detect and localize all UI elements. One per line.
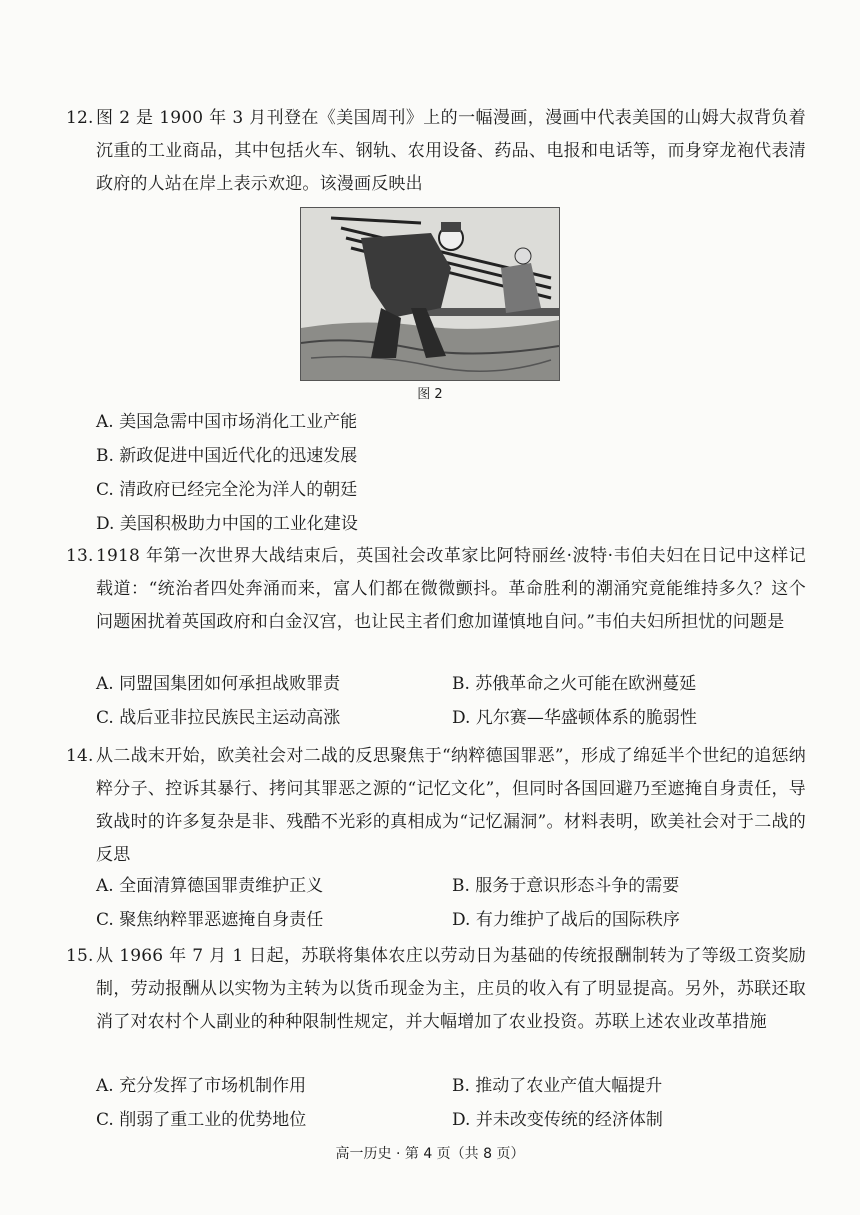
options-q14: [66, 870, 806, 940]
figure-caption: 图 2: [417, 387, 443, 402]
option-b[interactable]: B. 苏俄革命之火可能在欧洲蔓延: [452, 674, 697, 694]
option-a[interactable]: A. 美国急需中国市场消化工业产能: [96, 412, 358, 432]
options-q12: [66, 406, 806, 546]
question-number: 15.: [66, 946, 94, 966]
option-b[interactable]: B. 新政促进中国近代化的迅速发展: [96, 446, 358, 466]
option-c[interactable]: C. 聚焦纳粹罪恶遮掩自身责任: [96, 910, 324, 930]
option-c[interactable]: C. 战后亚非拉民族民主运动高涨: [96, 708, 341, 728]
options-q15: [66, 1070, 806, 1140]
option-a[interactable]: A. 全面清算德国罪责维护正义: [96, 876, 324, 896]
question-number: 12.: [66, 108, 94, 128]
cartoon-image: [300, 207, 560, 381]
cartoon-illustration: [301, 208, 559, 380]
question-number: 14.: [66, 746, 94, 766]
option-c[interactable]: C. 削弱了重工业的优势地位: [96, 1110, 307, 1130]
question-13: [66, 540, 806, 639]
question-15: [66, 940, 806, 1039]
question-stem: 图 2 是 1900 年 3 月刊登在《美国周刊》上的一幅漫画，漫画中代表美国的山姆大叔背负着沉重的工业商品，其中包括火车、钢轨、农用设备、药品、电报和电话等，而身穿龙袍代表清政府的人站在岸上表示欢迎。该漫画反映出: [96, 108, 806, 194]
question-stem: 1918 年第一次世界大战结束后，英国社会改革家比阿特丽丝·波特·韦伯夫妇在日记中这样记载道：“统治者四处奔涌而来，富人们都在微微颤抖。革命胜利的潮涌究竟能维持多久？这个问题困扰着英国政府和白金汉宫，也让民主者们愈加谨慎地自问。”韦伯夫妇所担忧的问题是: [96, 546, 806, 632]
option-b[interactable]: B. 服务于意识形态斗争的需要: [452, 876, 680, 896]
question-12: [66, 102, 806, 201]
option-a[interactable]: A. 同盟国集团如何承担战败罪责: [96, 674, 341, 694]
option-b[interactable]: B. 推动了农业产值大幅提升: [452, 1076, 663, 1096]
option-c[interactable]: C. 清政府已经完全沦为洋人的朝廷: [96, 480, 358, 500]
option-d[interactable]: D. 并未改变传统的经济体制: [452, 1110, 663, 1130]
question-stem: 从 1966 年 7 月 1 日起，苏联将集体农庄以劳动日为基础的传统报酬制转为了等级工资奖励制，劳动报酬从以实物为主转为以货币现金为主，庄员的收入有了明显提高。另外，苏联还取消了对农村个人副业的种种限制性规定，并大幅增加了农业投资。苏联上述农业改革措施: [96, 946, 806, 1032]
option-d[interactable]: D. 有力维护了战后的国际秩序: [452, 910, 680, 930]
options-q13: [66, 668, 806, 738]
question-number: 13.: [66, 546, 94, 566]
question-stem: 从二战末开始，欧美社会对二战的反思聚焦于“纳粹德国罪恶”，形成了绵延半个世纪的追惩纳粹分子、控诉其暴行、拷问其罪恶之源的“记忆文化”，但同时各国回避乃至遮掩自身责任，导致战时的许多复杂是非、残酷不光彩的真相成为“记忆漏洞”。材料表明，欧美社会对于二战的反思: [96, 746, 806, 865]
page-footer: 高一历史 · 第 4 页（共 8 页）: [335, 1146, 525, 1162]
option-d[interactable]: D. 凡尔赛—华盛顿体系的脆弱性: [452, 708, 697, 728]
option-d[interactable]: D. 美国积极助力中国的工业化建设: [96, 514, 358, 534]
question-14: [66, 740, 806, 872]
option-a[interactable]: A. 充分发挥了市场机制作用: [96, 1076, 307, 1096]
